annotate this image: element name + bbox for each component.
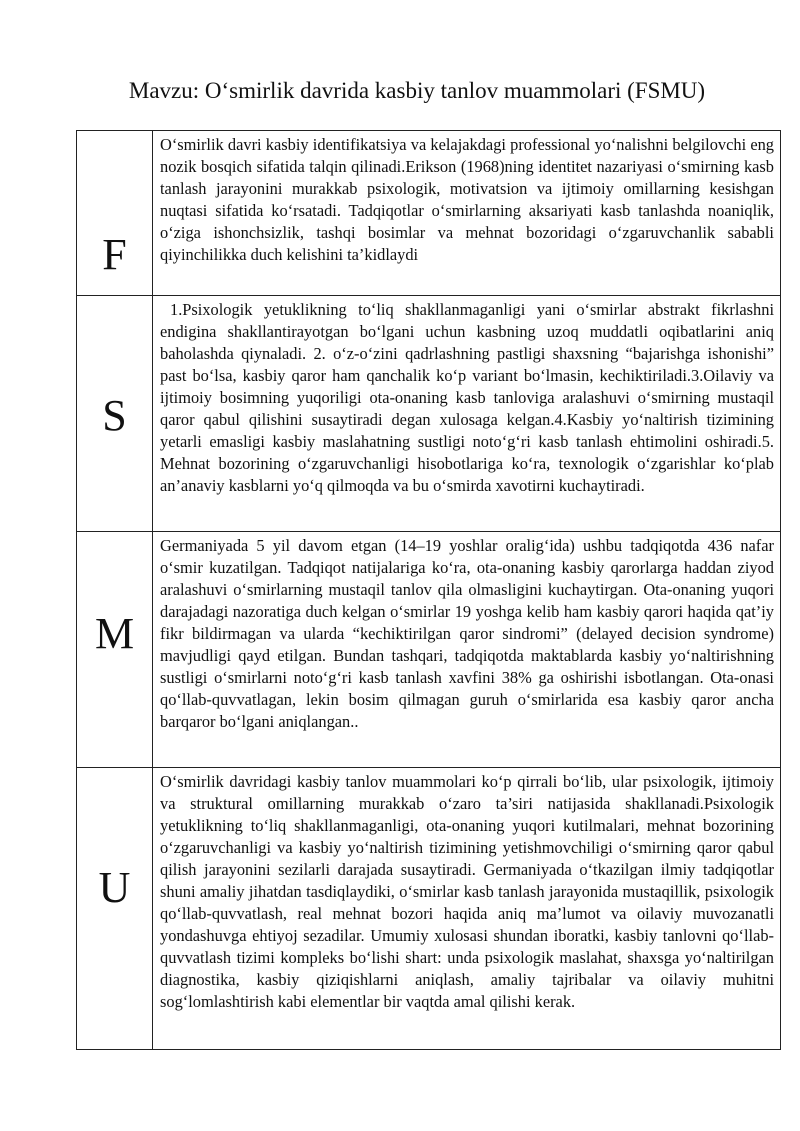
fsmu-table bbox=[76, 130, 781, 1050]
table-row-u bbox=[77, 768, 781, 1050]
row-text-u: O‘smirlik davridagi kasbiy tanlov muammolari ko‘p qirrali bo‘lib, ular psixologik, ijtimoiy va struktural omillarning murakkab o‘zaro ta’siri natijasida shakllanadi.Psixologik yetuklikning to‘liq shakllanmaganligi, ota-onaning yuqori kutilmalari, mehnat bozorining o‘zgaruvchanligi va kasbiy yo‘naltirish tizimining yetishmovchiligi o‘smirning qaror qabul qilish jarayonini sezilarli darajada susaytiradi. Germaniyada o‘tkazilgan ilmiy tadqiqotlar shuni amaliy jihatdan tasdiqlaydiki, o‘smirlar kasb tanlash jarayonida mustaqillik, psixologik qo‘llab-quvvatlash, real mehnat bozori haqida aniq ma’lumot va oilaviy muvozanatli yondashuvga ehtiyoj sezadilar. Umumiy xulosasi shundan iboratki, kasbiy tanlovni qo‘llab-quvvatlash tizimi kompleks bo‘lishi shart: unda psixologik maslahat, shaxsga yo‘naltirilgan diagnostika, kasbiy qiziqishlarni aniqlash, amaliy tajribalar va oilaviy muhitni sog‘lomlashtirish kabi elementlar bir vaqtda amal qilishi kerak. bbox=[160, 772, 774, 1011]
row-text-f: O‘smirlik davri kasbiy identifikatsiya va kelajakdagi professional yo‘nalishni belgilovchi eng nozik bosqich sifatida talqin qilinadi.Erikson (1968)ning identitet nazariyasi o‘smirning kasb tanlash jarayonini murakkab psixologik, motivatsion va ijtimoiy omillarning kesishgan nuqtasi sifatida ko‘rsatadi. Tadqiqotlar o‘smirlarning aksariyati kasb tanlashda noaniqlik, o‘ziga ishonchsizlik, tashqi bosimlar va mehnat bozoridagi o‘zgaruvchanlik sababli qiyinchilikka duch kelishini ta’kidlaydi bbox=[160, 135, 774, 264]
letter-cell-m bbox=[77, 532, 153, 768]
letter-cell-f bbox=[77, 131, 153, 296]
text-cell-u bbox=[153, 768, 781, 1050]
text-cell-f bbox=[153, 131, 781, 296]
table-row-m bbox=[77, 532, 781, 768]
page-title: Mavzu: O‘smirlik davrida kasbiy tanlov muammolari (FSMU) bbox=[128, 78, 706, 103]
row-letter-s: S bbox=[102, 391, 127, 440]
text-cell-m bbox=[153, 532, 781, 768]
table-row-f bbox=[77, 131, 781, 296]
text-cell-s bbox=[153, 296, 781, 532]
letter-cell-s bbox=[77, 296, 153, 532]
letter-cell-u bbox=[77, 768, 153, 1050]
row-letter-f: F bbox=[102, 230, 127, 279]
row-letter-m: M bbox=[94, 609, 135, 658]
row-text-s: 1.Psixologik yetuklikning to‘liq shakllanmaganligi yani o‘smirlar abstrakt fikrlashni endigina shakllantirayotgan bo‘lgani uchun kasbning uzoq muddatli oqibatlarini aniq baholashda qiynaladi. 2. o‘z-o‘zini qadrlashning pastligi shaxsning “bajarishga ishonishi” past bo‘lsa, kasbiy qaror ham qanchalik ko‘p variant bo‘lmasin, kechiktiriladi.3.Oilaviy va ijtimoiy bosimning yuqoriligi ota-onaning kasb tanloviga aralashuvi o‘smirning mustaqil qaror qabul qilishini susaytiradi degan xulosaga kelgan.4.Kasbiy yo‘naltirish tizimining yetarli emasligi kasbiy maslahatning sustligi noto‘g‘ri kasb tanlash ehtimolini oshiradi.5. Mehnat bozorining o‘zgaruvchanligi hisobotlarigа ko‘ra, texnologik o‘zgarishlar ko‘plab an’anaviy kasblarni yo‘q qilmoqda va bu o‘smirda xavotirni kuchaytiradi. bbox=[160, 300, 774, 495]
table-row-s bbox=[77, 296, 781, 532]
row-text-m: Germaniyada 5 yil davom etgan (14–19 yoshlar oralig‘ida) ushbu tadqiqotda 436 nafar o‘smir kuzatilgan. Tadqiqot natijalariga ko‘ra, ota-onaning kasbiy qarorlarga haddan ziyod aralashuvi o‘smirlarning mustaqil tanlov qila olmasligini kuchaytirgan. Ota-onaning yuqori darajadagi nazoratiga duch kelgan o‘smirlar 19 yoshga kelib ham kasbiy qarori haqida qat’iy fikr bildirmagan va ularda “kechiktirilgan qaror sindromi” (delayed decision syndrome) mavjudligi qayd etilgan. Bundan tashqari, tadqiqotda maktablarda kasbiy yo‘naltirishning sustligi o‘smirlarni noto‘g‘ri kasb tanlash xavfini 38% ga oshirishi isbotlangan. Ota-onasi qo‘llab-quvvatlagan, lekin bosim qilmagan guruh o‘smirlarida esa kasbiy qaror ancha barqaror bo‘lgani aniqlangan.. bbox=[160, 536, 774, 731]
row-letter-u: U bbox=[98, 863, 131, 912]
